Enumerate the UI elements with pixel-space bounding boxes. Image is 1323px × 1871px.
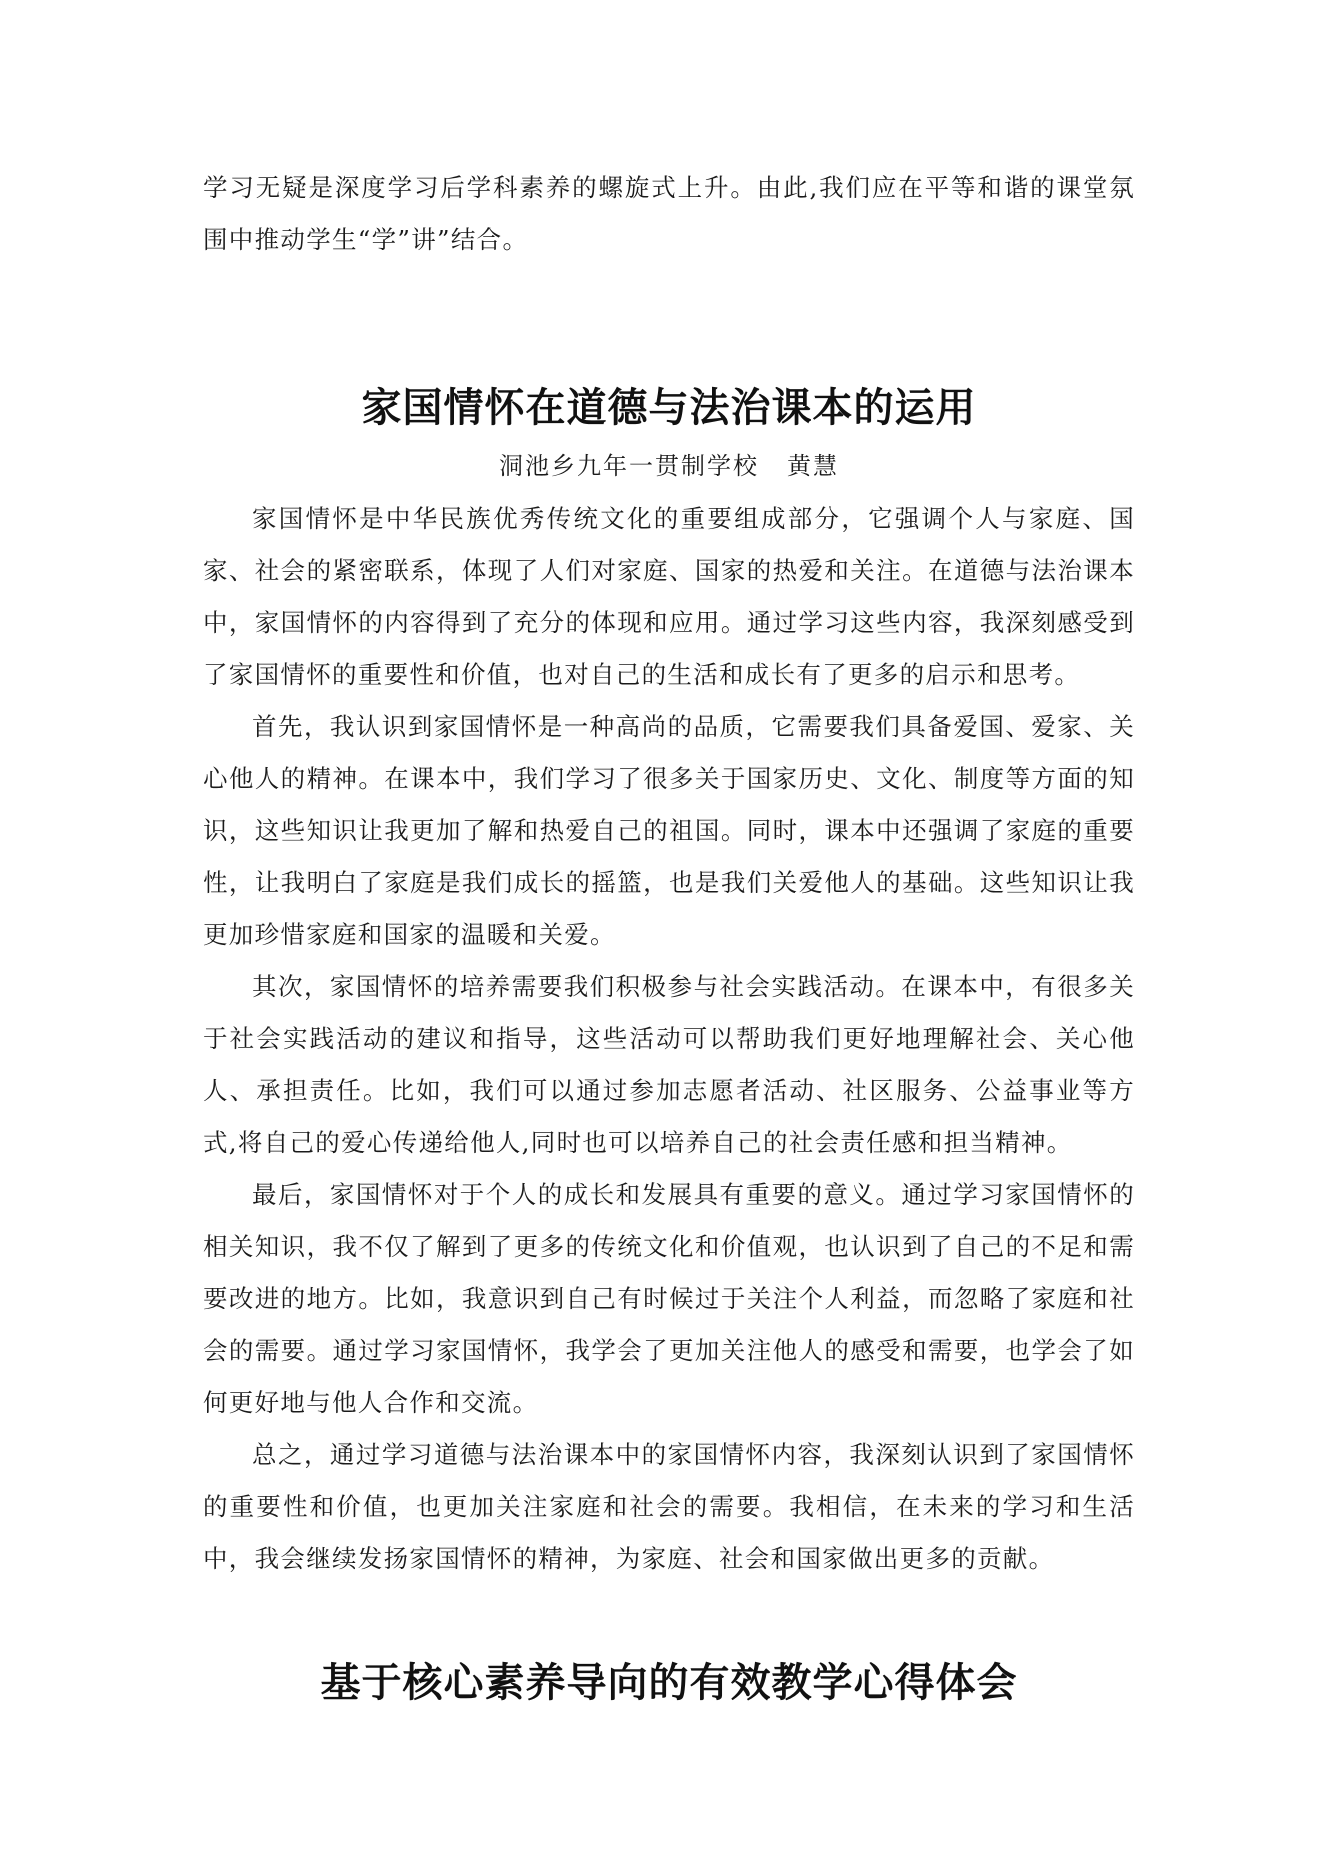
lead-paragraph: 学习无疑是深度学习后学科素养的螺旋式上升。由此,我们应在平等和谐的课堂氛围中推动学生“学”讲”结合。 <box>203 173 1135 254</box>
body-paragraph: 家国情怀是中华民族优秀传统文化的重要组成部分，它强调个人与家庭、国家、社会的紧密联系，体现了人们对家庭、国家的热爱和关注。在道德与法治课本中，家国情怀的内容得到了充分的体现和应用。通过学习这些内容，我深刻感受到了家国情怀的重要性和价值，也对自己的生活和成长有了更多的启示和思考。 <box>203 504 1135 689</box>
body-paragraph: 首先，我认识到家国情怀是一种高尚的品质，它需要我们具备爱国、爱家、关心他人的精神。在课本中，我们学习了很多关于国家历史、文化、制度等方面的知识，这些知识让我更加了解和热爱自己的祖国。同时，课本中还强调了家庭的重要性，让我明白了家庭是我们成长的摇篮，也是我们关爱他人的基础。这些知识让我更加珍惜家庭和国家的温暖和关爱。 <box>203 712 1135 949</box>
body-paragraph: 其次，家国情怀的培养需要我们积极参与社会实践活动。在课本中，有很多关于社会实践活动的建议和指导，这些活动可以帮助我们更好地理解社会、关心他人、承担责任。比如，我们可以通过参加志愿者活动、社区服务、公益事业等方式,将自己的爱心传递给他人,同时也可以培养自己的社会责任感和担当精神。 <box>203 972 1135 1157</box>
article-title: 家国情怀在道德与法治课本的运用 <box>361 385 977 431</box>
article-body <box>203 493 1135 1585</box>
body-paragraph: 总之，通过学习道德与法治课本中的家国情怀内容，我深刻认识到了家国情怀的重要性和价值，也更加关注家庭和社会的需要。我相信，在未来的学习和生活中，我会继续发扬家国情怀的精神，为家庭、社会和国家做出更多的贡献。 <box>203 1440 1135 1573</box>
byline-author: 黄慧 <box>787 452 839 480</box>
article-byline <box>203 446 1135 481</box>
next-article-title: 基于核心素养导向的有效教学心得体会 <box>320 1660 1018 1706</box>
body-paragraph: 最后，家国情怀对于个人的成长和发展具有重要的意义。通过学习家国情怀的相关知识，我不仅了解到了更多的传统文化和价值观，也认识到了自己的不足和需要改进的地方。比如，我意识到自己有时候过于关注个人利益，而忽略了家庭和社会的需要。通过学习家国情怀，我学会了更加关注他人的感受和需要，也学会了如何更好地与他人合作和交流。 <box>203 1180 1135 1417</box>
byline-school: 洞池乡九年一贯制学校 <box>499 452 759 480</box>
